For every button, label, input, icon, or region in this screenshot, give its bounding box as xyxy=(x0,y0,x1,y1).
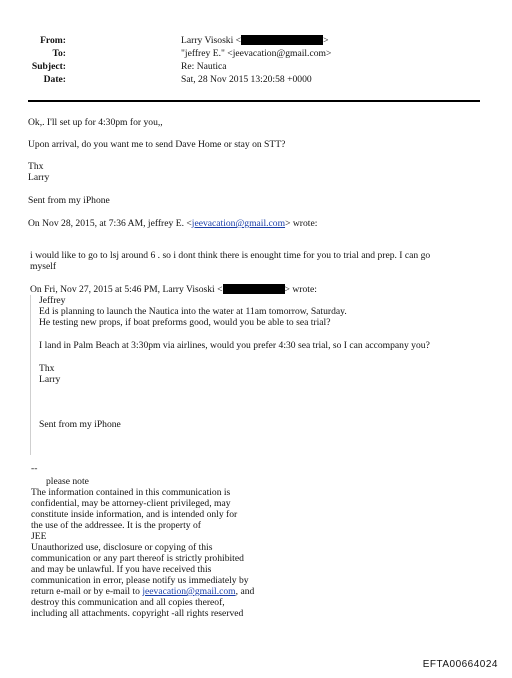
quoted-name: Larry xyxy=(39,374,61,385)
quoted-thx: Thx xyxy=(39,363,55,374)
disclaimer-line: destroy this communication and all copies thereof, xyxy=(31,597,225,608)
reply-attribution: On Nov 28, 2015, at 7:36 AM, jeffrey E. <jeevacation@gmail.com> wrote: xyxy=(28,218,318,229)
from-label: From: xyxy=(40,35,66,46)
disclaimer-title: please note xyxy=(46,476,89,487)
date-value: Sat, 28 Nov 2015 13:20:58 +0000 xyxy=(181,74,312,85)
quoted-line: I land in Palm Beach at 3:30pm via airlines, would you prefer 4:30 sea trial, so I can accompany you? xyxy=(39,340,430,351)
redaction-bar xyxy=(223,284,285,294)
document-id: EFTA00664024 xyxy=(422,659,498,670)
disclaimer-line: confidential, may be attorney-client privileged, may xyxy=(31,498,231,509)
disclaimer-line: including all attachments. copyright -all rights reserved xyxy=(31,608,244,619)
to-value: "jeffrey E." <jeevacation@gmail.com> xyxy=(181,48,332,59)
quoted-line: Ed is planning to launch the Nautica into the water at 11am tomorrow, Saturday. xyxy=(39,306,347,317)
disclaimer-line: the use of the addressee. It is the property of xyxy=(31,520,201,531)
header-divider xyxy=(28,100,480,102)
from-value: Larry Visoski < > xyxy=(181,35,329,46)
sent-from: Sent from my iPhone xyxy=(28,195,110,206)
to-label: To: xyxy=(52,48,66,59)
reply-line: myself xyxy=(30,261,57,272)
quoted-sent-from: Sent from my iPhone xyxy=(39,419,121,430)
email-link[interactable]: jeevacation@gmail.com xyxy=(142,586,236,597)
subject-value: Re: Nautica xyxy=(181,61,227,72)
email-link[interactable]: jeevacation@gmail.com xyxy=(191,218,286,229)
disclaimer-line: Unauthorized use, disclosure or copying of this xyxy=(31,542,213,553)
quoted-line: He testing new props, if boat preforms good, would you be able to sea trial? xyxy=(39,317,331,328)
signoff-thx: Thx xyxy=(28,161,44,172)
disclaimer-line: communication in error, please notify us immediately by xyxy=(31,575,249,586)
body-line: Upon arrival, do you want me to send Dave Home or stay on STT? xyxy=(28,139,286,150)
redaction-bar xyxy=(241,35,323,45)
body-line: Ok,. I'll set up for 4:30pm for you,, xyxy=(28,117,163,128)
signature-dash: -- xyxy=(31,463,38,474)
signoff-name: Larry xyxy=(28,172,50,183)
quoted-greeting: Jeffrey xyxy=(39,295,66,306)
subject-label: Subject: xyxy=(31,61,66,72)
disclaimer-line: constitute inside information, and is intended only for xyxy=(31,509,238,520)
disclaimer-line: return e-mail or by e-mail to jeevacation@gmail.com, and xyxy=(31,586,255,597)
date-label: Date: xyxy=(43,74,66,85)
reply-line: i would like to go to lsj around 6 . so i dont think there is enought time for you to trial and prep. I can go xyxy=(30,250,431,261)
disclaimer-line: and may be unlawful. If you have received this xyxy=(31,564,212,575)
disclaimer-line: The information contained in this communication is xyxy=(31,487,231,498)
quote-bar xyxy=(30,295,31,455)
quoted-attribution: On Fri, Nov 27, 2015 at 5:46 PM, Larry Visoski < > wrote: xyxy=(30,284,317,295)
disclaimer-line: communication or any part thereof is strictly prohibited xyxy=(31,553,244,564)
disclaimer-line: JEE xyxy=(31,531,47,542)
